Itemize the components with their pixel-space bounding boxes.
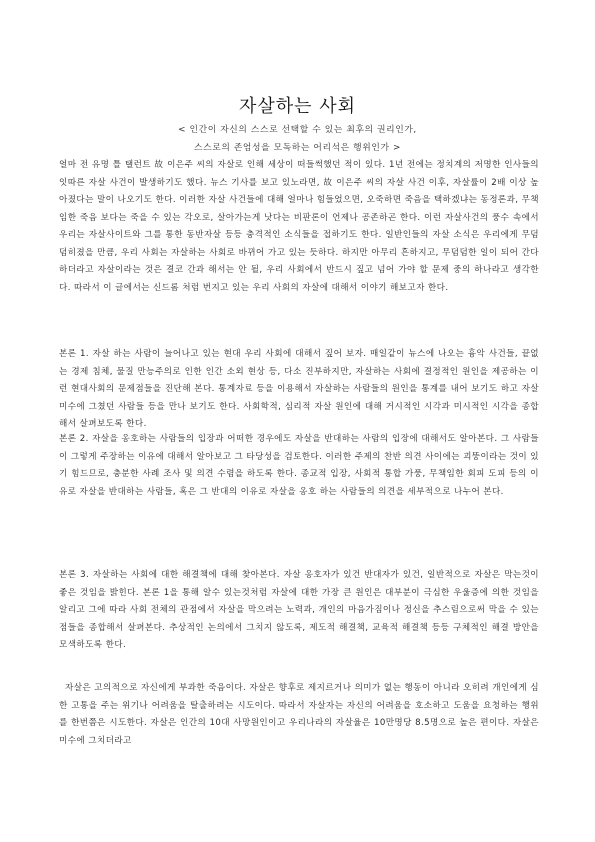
document-subtitle-line-2: 스스로의 존엄성을 모독하는 어리석은 행위인가 > — [194, 143, 401, 153]
paragraph-main-text: 자살은 고의적으로 자신에게 부과한 죽음이다. 자살은 향후로 제지르거나 의미가 없는 행동이 아니라 오히려 개인에게 심한 고통을 주는 위기나 어려움을 탈출하려는 시도이다. 따라서 자살자는 자신의 어려움을 호소하고 도움을 요청하는 행위를 한번쯤은 시도한다. 자살은 인간의 10대 사망원인이고 우리나라의 자살율은 10만명당 8.5명으로 높은 편이다. 자살은 미수에 그치더라고 — [59, 683, 539, 746]
paragraph-introduction: 얼마 전 유명 틀 탤런트 故 이은주 씨의 자살로 인해 세상이 떠들썩했던 적이 있다. 1년 전에는 정치계의 저명한 인사들의 잇따른 자살 사건이 발생하기도 했다. 뉴스 기사를 보고 있노라면, 故 이은주 씨의 자살 사건 이후, 자살률이 2배 이상 높아졌다는 말이 나오기도 한다. 이러한 자살 사건들에 대해 얼마나 힘들었으면, 오죽하면 죽음을 택하겠냐는 동정론과, 무책임한 죽음 보다는 죽을 수 있는 각오로, 살아가는게 낫다는 비판론이 언제나 공존하곤 한다. 이런 자살사건의 풍수 속에서 우리는 자살사이트와 그를 통한 동반자살 등등 충격적인 소식들을 접하기도 한다. 일반인들의 자살 소식은 우리에게 무덤덤히졌을 만큼, 우리 사회는 자살하는 사회로 바뀌어 가고 있는 듯하다. 하지만 아무리 흔하지고, 무덤덤한 일이 되어 간다 하더라고 자살이라는 것은 결코 간과 해서는 안 될, 우리 사회에서 반드시 짚고 넘어 가야 할 문제 중의 하나라고 생각한다. 따라서 이 글에서는 신드롬 처럼 번지고 있는 우리 사회의 자살에 대해서 이야기 해보고자 한다. — [59, 160, 539, 293]
document-title: 자살하는 사회 — [238, 96, 357, 117]
paragraph-body-1: 본론 1. 자살 하는 사람이 늘어나고 있는 현대 우리 사회에 대해서 짚어 보자. 매일같이 뉴스에 나오는 흉악 사건들, 끝없는 경제 침체, 물질 만능주의로 인한 인간 소외 현상 등, 다소 진부하지만, 자살하는 사회에 결정적인 원인을 제공하는 이런 현대사회의 문제점들을 진단해 본다. 통계자료 등을 이용해서 자살하는 사람들의 원인을 통계를 내어 보기도 하고 자살 미수에 그쳤던 사람들 등을 만나 보기도 한다. 사회학적, 심리적 자살 원인에 대해 거시적인 시각과 미시적인 시각을 종합해서 살펴보도록 한다. — [59, 349, 539, 429]
paragraph-body-3: 본론 3. 자살하는 사회에 대한 해결책에 대해 찾아본다. 자살 옹호자가 있건 반대자가 있건, 일반적으로 자살은 막는것이 좋은 것임을 밝힌다. 본론 1을 통해 알수 있는것처럼 자살에 대한 가장 큰 원인은 대부분이 극심한 우울증에 의한 것임을 알리고 그에 따라 사회 전체의 관점에서 자살을 막으려는 노력과, 개인의 마음가짐이나 정신을 추스림으로써 막을 수 있는 점들을 종합해서 살펴본다. 추상적인 논의에서 그치지 않도록, 제도적 해결책, 교육적 해결책 등등 구체적인 해결 방안을 모색하도록 한다. — [59, 570, 539, 650]
paragraph-body-2: 본론 2. 자살을 옹호하는 사람들의 입장과 어떠한 경우에도 자살을 반대하는 사람의 입장에 대해서도 알아본다. 그 사람들이 그렇게 주장하는 이유에 대해서 알아보고 그 타당성을 검토한다. 이러한 주제의 찬반 의견 사이에는 괴뚱이라는 것이 있기 힘드므로, 충분한 사례 조사 및 의견 수렴을 하도록 한다. 종교적 입장, 사회적 통합 가풍, 무책임한 회피 도피 등의 이유로 자살을 반대하는 사람들, 혹은 그 반대의 이유로 자살을 옹호 하는 사람들의 의견을 세부적으로 나누어 본다. — [59, 434, 539, 497]
document-subtitle-line-1: < 인간이 자신의 스스로 선택할 수 있는 최후의 권리인가, — [178, 125, 417, 135]
